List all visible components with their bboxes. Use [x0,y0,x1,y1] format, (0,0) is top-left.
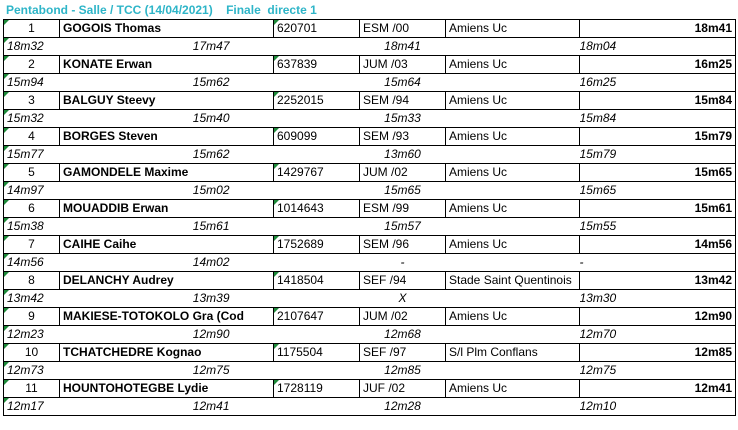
trial-spacer-cell[interactable] [446,218,580,236]
name-cell[interactable]: GAMONDELE Maxime [60,164,274,182]
trials-row [4,326,736,344]
trial-spacer-cell[interactable] [446,362,580,380]
name-cell[interactable]: MOUADDIB Erwan [60,200,274,218]
trial-spacer-cell[interactable] [274,362,360,380]
name-cell[interactable]: BALGUY Steevy [60,92,274,110]
trial-4-cell[interactable]: 18m04 [580,38,736,56]
category-cell[interactable]: SEM /96 [360,236,446,254]
athlete-row [4,380,736,398]
rank-cell[interactable]: 8 [4,272,60,290]
trial-4-cell[interactable]: - [580,254,736,272]
perf-cell[interactable]: 15m61 [580,200,736,218]
trial-4-cell[interactable]: 12m70 [580,326,736,344]
club-cell[interactable]: Amiens Uc [446,128,580,146]
trial-spacer-cell[interactable] [446,38,580,56]
trials-row [4,218,736,236]
perf-cell[interactable]: 15m65 [580,164,736,182]
name-cell[interactable]: MAKIESE-TOTOKOLO Gra (Cod [60,308,274,326]
trial-4-cell[interactable]: 15m65 [580,182,736,200]
trial-1-cell[interactable]: 12m23 [4,326,60,344]
trial-3-cell[interactable]: 15m65 [360,182,446,200]
name-cell[interactable]: GOGOIS Thomas [60,20,274,38]
athlete-row [4,344,736,362]
trial-spacer-cell[interactable] [446,146,580,164]
perf-cell[interactable]: 15m79 [580,128,736,146]
name-cell[interactable]: CAIHE Caihe [60,236,274,254]
trials-row [4,398,736,416]
trial-spacer-cell[interactable] [446,74,580,92]
trials-row [4,110,736,128]
licence-cell[interactable]: 1752689 [274,236,360,254]
perf-cell[interactable]: 12m41 [580,380,736,398]
trial-spacer-cell[interactable] [274,218,360,236]
trials-row [4,254,736,272]
trials-row [4,182,736,200]
trial-3-cell[interactable]: 13m60 [360,146,446,164]
club-cell[interactable]: Stade Saint Quentinois [446,272,580,290]
licence-cell[interactable]: 1014643 [274,200,360,218]
name-cell[interactable]: KONATE Erwan [60,56,274,74]
licence-cell[interactable]: 2107647 [274,308,360,326]
trial-4-cell[interactable]: 16m25 [580,74,736,92]
club-cell[interactable]: Amiens Uc [446,92,580,110]
licence-cell[interactable]: 1429767 [274,164,360,182]
trial-3-cell[interactable]: 15m33 [360,110,446,128]
club-cell[interactable]: Amiens Uc [446,236,580,254]
licence-cell[interactable]: 1175504 [274,344,360,362]
trial-1-cell[interactable]: 14m97 [4,182,60,200]
club-cell[interactable]: Amiens Uc [446,56,580,74]
results-table [3,19,736,416]
perf-cell[interactable]: 16m25 [580,56,736,74]
athlete-row [4,164,736,182]
licence-cell[interactable]: 1728119 [274,380,360,398]
trial-4-cell[interactable]: 12m10 [580,398,736,416]
licence-cell[interactable]: 2252015 [274,92,360,110]
trial-2-cell[interactable]: 13m39 [60,290,274,308]
trial-spacer-cell[interactable] [446,110,580,128]
athlete-row [4,56,736,74]
category-cell[interactable]: JUM /02 [360,308,446,326]
club-cell[interactable]: Amiens Uc [446,164,580,182]
trial-3-cell[interactable]: 15m57 [360,218,446,236]
trials-row [4,290,736,308]
trial-2-cell[interactable]: 15m61 [60,218,274,236]
trial-2-cell[interactable]: 12m75 [60,362,274,380]
trial-2-cell[interactable]: 14m02 [60,254,274,272]
trial-3-cell[interactable]: 12m85 [360,362,446,380]
category-cell[interactable]: JUF /02 [360,380,446,398]
rank-cell[interactable]: 10 [4,344,60,362]
trial-spacer-cell[interactable] [274,38,360,56]
trial-2-cell[interactable]: 17m47 [60,38,274,56]
category-cell[interactable]: SEM /93 [360,128,446,146]
licence-cell[interactable]: 620701 [274,20,360,38]
name-cell[interactable]: DELANCHY Audrey [60,272,274,290]
trial-1-cell[interactable]: 13m42 [4,290,60,308]
name-cell[interactable]: HOUNTOHOTEGBE Lydie [60,380,274,398]
trial-2-cell[interactable]: 12m90 [60,326,274,344]
trial-2-cell[interactable]: 15m62 [60,74,274,92]
category-cell[interactable]: SEF /94 [360,272,446,290]
athlete-row [4,272,736,290]
club-cell[interactable]: Amiens Uc [446,20,580,38]
trial-2-cell[interactable]: 15m62 [60,146,274,164]
trial-spacer-cell[interactable] [274,146,360,164]
trial-1-cell[interactable]: 18m32 [4,38,60,56]
club-cell[interactable]: Amiens Uc [446,380,580,398]
trial-1-cell[interactable]: 15m77 [4,146,60,164]
category-cell[interactable]: SEF /97 [360,344,446,362]
trial-spacer-cell[interactable] [446,254,580,272]
trial-3-cell[interactable]: - [360,254,446,272]
rank-cell[interactable]: 7 [4,236,60,254]
trial-spacer-cell[interactable] [274,74,360,92]
category-cell[interactable]: SEM /94 [360,92,446,110]
athlete-row [4,200,736,218]
trial-3-cell[interactable]: 12m28 [360,398,446,416]
trial-1-cell[interactable]: 15m32 [4,110,60,128]
athlete-row [4,20,736,38]
category-cell[interactable]: JUM /03 [360,56,446,74]
rank-cell[interactable]: 4 [4,128,60,146]
trial-1-cell[interactable]: 15m94 [4,74,60,92]
licence-cell[interactable]: 609099 [274,128,360,146]
trials-row [4,146,736,164]
trial-spacer-cell[interactable] [274,290,360,308]
trial-spacer-cell[interactable] [446,326,580,344]
trial-spacer-cell[interactable] [274,326,360,344]
trial-3-cell[interactable]: X [360,290,446,308]
rank-cell[interactable]: 1 [4,20,60,38]
athlete-row [4,308,736,326]
club-cell[interactable]: S/l Plm Conflans [446,344,580,362]
trial-4-cell[interactable]: 15m55 [580,218,736,236]
trial-3-cell[interactable]: 15m64 [360,74,446,92]
trials-row [4,38,736,56]
trial-4-cell[interactable]: 12m75 [580,362,736,380]
category-cell[interactable]: JUM /02 [360,164,446,182]
perf-cell[interactable]: 13m42 [580,272,736,290]
athlete-row [4,92,736,110]
trial-4-cell[interactable]: 15m79 [580,146,736,164]
rank-cell[interactable]: 6 [4,200,60,218]
name-cell[interactable]: TCHATCHEDRE Kognao [60,344,274,362]
athlete-row [4,236,736,254]
sheet-title: Pentabond - Salle / TCC (14/04/2021) Finale directe 1 [6,3,317,17]
trial-1-cell[interactable]: 14m56 [4,254,60,272]
trial-spacer-cell[interactable] [274,254,360,272]
licence-cell[interactable]: 637839 [274,56,360,74]
trial-4-cell[interactable]: 15m84 [580,110,736,128]
perf-cell[interactable]: 18m41 [580,20,736,38]
trial-2-cell[interactable]: 12m41 [60,398,274,416]
club-cell[interactable]: Amiens Uc [446,308,580,326]
trial-spacer-cell[interactable] [446,182,580,200]
perf-cell[interactable]: 12m85 [580,344,736,362]
trial-1-cell[interactable]: 12m73 [4,362,60,380]
athlete-row [4,128,736,146]
trial-4-cell[interactable]: 13m30 [580,290,736,308]
trial-3-cell[interactable]: 18m41 [360,38,446,56]
trial-spacer-cell[interactable] [274,110,360,128]
trial-2-cell[interactable]: 15m02 [60,182,274,200]
rank-cell[interactable]: 9 [4,308,60,326]
licence-cell[interactable]: 1418504 [274,272,360,290]
rank-cell[interactable]: 2 [4,56,60,74]
trial-spacer-cell[interactable] [446,290,580,308]
rank-cell[interactable]: 5 [4,164,60,182]
trial-spacer-cell[interactable] [274,398,360,416]
category-cell[interactable]: ESM /99 [360,200,446,218]
results-body [4,20,736,416]
perf-cell[interactable]: 15m84 [580,92,736,110]
trial-3-cell[interactable]: 12m68 [360,326,446,344]
name-cell[interactable]: BORGES Steven [60,128,274,146]
trials-row [4,74,736,92]
trial-1-cell[interactable]: 12m17 [4,398,60,416]
category-cell[interactable]: ESM /00 [360,20,446,38]
trial-2-cell[interactable]: 15m40 [60,110,274,128]
rank-cell[interactable]: 3 [4,92,60,110]
trial-1-cell[interactable]: 15m38 [4,218,60,236]
trials-row [4,362,736,380]
rank-cell[interactable]: 11 [4,380,60,398]
club-cell[interactable]: Amiens Uc [446,200,580,218]
perf-cell[interactable]: 14m56 [580,236,736,254]
perf-cell[interactable]: 12m90 [580,308,736,326]
trial-spacer-cell[interactable] [274,182,360,200]
trial-spacer-cell[interactable] [446,398,580,416]
